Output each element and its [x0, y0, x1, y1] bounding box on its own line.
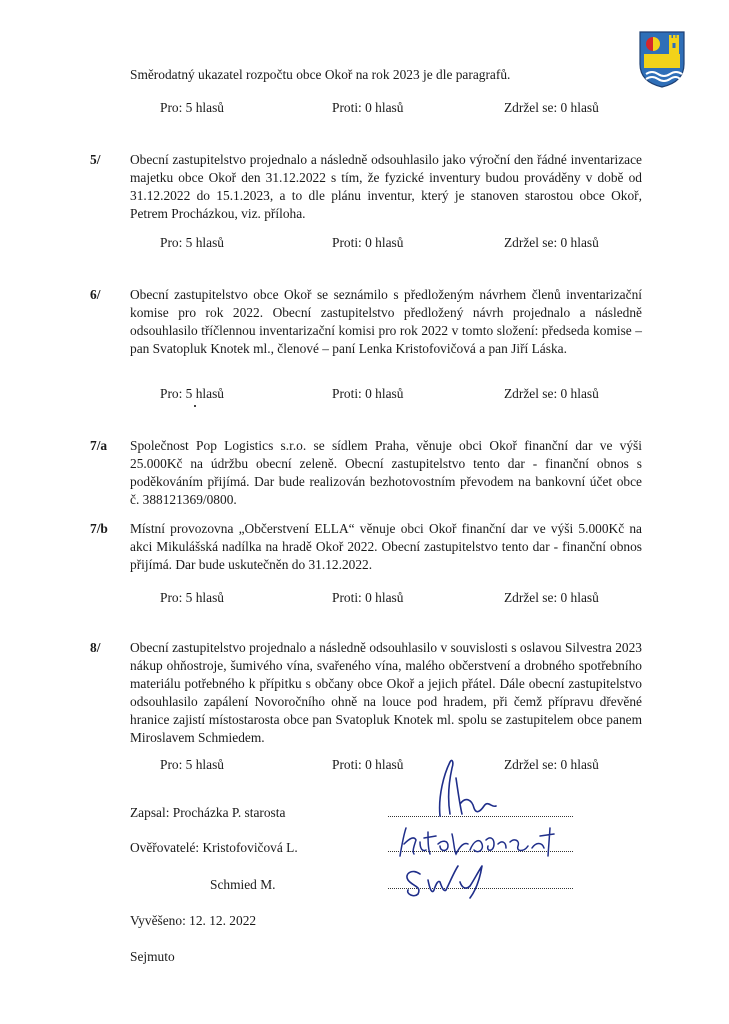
- signature-kristofovicova: [394, 822, 564, 862]
- vote-row: [160, 234, 620, 252]
- resolution-number: 5/: [90, 152, 101, 167]
- budget-intro-text: Směrodatný ukazatel rozpočtu obce Okoř na rok 2023 je dle paragrafů.: [130, 67, 511, 82]
- recorded-by: Zapsal: Procházka P. starosta: [130, 805, 286, 820]
- vote-row: [160, 756, 620, 774]
- vote-zdrzel: Zdržel se: 0 hlasů: [504, 590, 599, 605]
- stray-mark: [194, 405, 196, 407]
- signature-schmied: [400, 860, 510, 900]
- vote-pro: Pro: 5 hlasů: [160, 757, 224, 772]
- vote-proti: Proti: 0 hlasů: [332, 386, 404, 401]
- posted-date: Vyvěšeno: 12. 12. 2022: [130, 913, 257, 928]
- vote-zdrzel: Zdržel se: 0 hlasů: [504, 386, 599, 401]
- resolution-number: 8/: [90, 640, 101, 655]
- vote-pro: Pro: 5 hlasů: [160, 590, 224, 605]
- vote-row: [160, 99, 620, 117]
- vote-pro: Pro: 5 hlasů: [160, 100, 224, 115]
- resolution-text: Místní provozovna „Občerstvení ELLA“ věnuje obci Okoř finanční dar ve výši 5.000Kč na akci Mikulášská nadílka na hradě Okoř 2022. Obecní zastupitelstvo tento dar - finanční obnos přijímá. Dar bude uskutečněn do 31.12.2022.: [130, 521, 642, 572]
- resolution-number: 6/: [90, 287, 101, 302]
- resolution-text: Společnost Pop Logistics s.r.o. se sídlem Praha, věnuje obci Okoř finanční dar ve výši 25.000Kč na údržbu obecní zeleně. Obecní zastupitelstvo tento dar - finanční obnos s poděkováním přijímá. Dar bude realizován bezhotovostním převodem na bankovní účet obce č. 388121369/0800.: [130, 438, 642, 507]
- resolution-text: Obecní zastupitelstvo obce Okoř se seznámilo s předloženým návrhem členů inventarizační komise pro rok 2022. Obecní zastupitelstvo předložený návrh projednalo a následně odsouhlasilo tříčlennou inventarizační komisi pro rok 2022 v tomto složení: předseda komise – pan Svatopluk Knotek ml., členové – paní Lenka Kristofovičová a pan Jiří Láska.: [130, 287, 642, 356]
- resolution-text: Obecní zastupitelstvo projednalo a následně odsouhlasilo jako výroční den řádné inventarizace majetku obce Okoř den 31.12.2022 s tím, že fyzické inventury budou prováděny v době od 31.12.2022 do 15.1.2023, a to dle plánu inventur, který je stanoven starostou obce Okoř, Petrem Procházkou, viz. příloha.: [130, 152, 642, 221]
- vote-row: [160, 589, 620, 607]
- vote-proti: Proti: 0 hlasů: [332, 590, 404, 605]
- vote-zdrzel: Zdržel se: 0 hlasů: [504, 100, 599, 115]
- verifiers: Ověřovatelé: Kristofovičová L.: [130, 840, 298, 855]
- vote-zdrzel: Zdržel se: 0 hlasů: [504, 235, 599, 250]
- vote-proti: Proti: 0 hlasů: [332, 235, 404, 250]
- resolution-text: Obecní zastupitelstvo projednalo a následně odsouhlasilo v souvislosti s oslavou Silvestra 2023 nákup ohňostroje, šumivého vína, svařeného vína, malého občerstvení a drobného spotřebního materiálu potřebného k přípitku s občany obce Okoř a jejich přátel. Dále obecní zastupitelstvo odsouhlasilo zapálení Novoročního ohně na louce pod hradem, při čemž přípravu dřevěné hranice zajistí místostarosta obce pan Svatopluk Knotek ml. spolu se zastupitelem obce panem Miroslavem Schmiedem.: [130, 640, 642, 745]
- vote-pro: Pro: 5 hlasů: [160, 386, 224, 401]
- signature-prochazka: [400, 756, 510, 822]
- vote-pro: Pro: 5 hlasů: [160, 235, 224, 250]
- resolution-number: 7/a: [90, 438, 108, 453]
- vote-row: [160, 385, 620, 403]
- verifier-schmied: Schmied M.: [210, 877, 276, 892]
- vote-proti: Proti: 0 hlasů: [332, 100, 404, 115]
- vote-proti: Proti: 0 hlasů: [332, 757, 404, 772]
- coat-of-arms-icon: [638, 30, 686, 88]
- removed-label: Sejmuto: [130, 949, 175, 964]
- resolution-number: 7/b: [90, 521, 108, 536]
- vote-zdrzel: Zdržel se: 0 hlasů: [504, 757, 599, 772]
